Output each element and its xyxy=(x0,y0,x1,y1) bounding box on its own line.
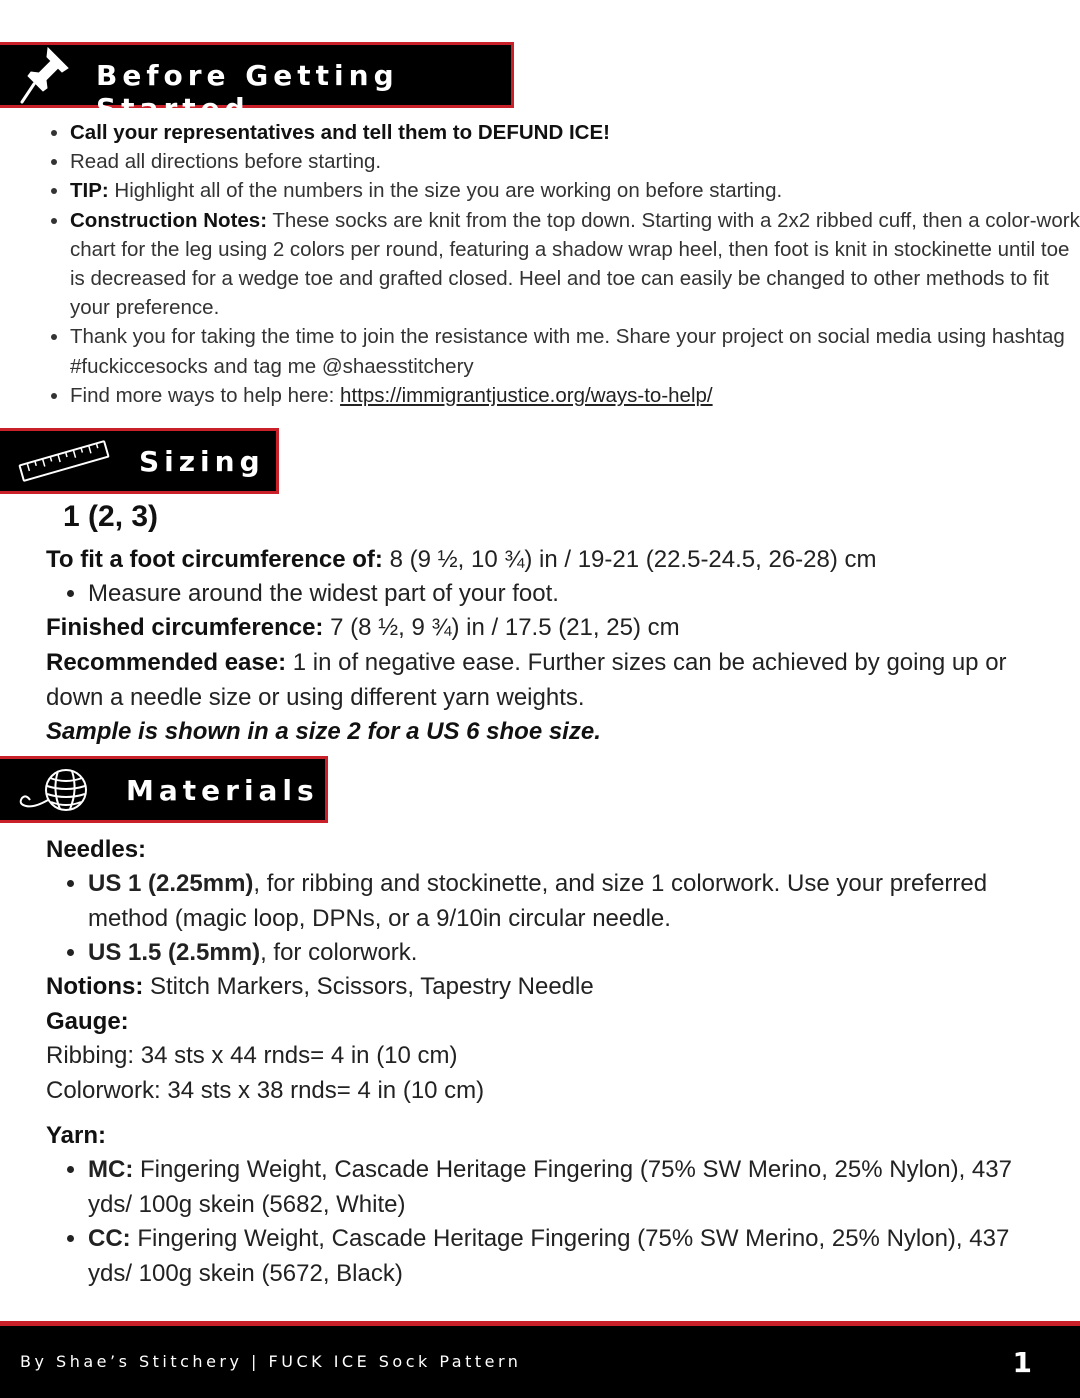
yarn-cc-text: Fingering Weight, Cascade Heritage Fingering (75% SW Merino, 25% Nylon), 437 yds/ 100g skein (5672, Black) xyxy=(88,1225,1010,1287)
gauge-ribbing: Ribbing: 34 sts x 44 rnds= 4 in (10 cm) xyxy=(46,1042,458,1069)
needles-heading xyxy=(46,833,1046,868)
yarn-list xyxy=(58,1153,1048,1291)
yarn-ball-icon xyxy=(16,759,96,820)
needles-list xyxy=(58,867,1048,971)
gauge-label: Gauge: xyxy=(46,1008,129,1035)
ease-line xyxy=(46,646,1046,715)
list-item: • Measure around the widest part of your foot. xyxy=(88,577,1048,612)
section-title: Materials xyxy=(126,774,319,807)
gauge-colorwork: Colorwork: 34 sts x 38 rnds= 4 in (10 cm) xyxy=(46,1077,485,1104)
sizes-line: 1 (2, 3) xyxy=(63,500,159,533)
help-text: Find more ways to help here: xyxy=(70,383,341,407)
list-item xyxy=(70,176,1080,205)
fit-label: To fit a foot circumference of: xyxy=(46,546,383,573)
tip-text: Highlight all of the numbers in the size you are working on before starting. xyxy=(108,179,783,203)
sample-note xyxy=(46,715,1046,750)
tip-label: TIP: xyxy=(70,179,109,203)
list-item: • Thank you for taking the time to join the resistance with me. Share your project on social media using hashtag #fuckiccesocks and tag me @shaesstitchery xyxy=(70,322,1080,380)
fit-value: 8 (9 ½, 10 ¾) in / 19-21 (22.5-24.5, 26-28) cm xyxy=(382,546,877,573)
construction-label: Construction Notes: xyxy=(70,208,268,232)
list-item xyxy=(70,118,1080,147)
section-banner-sizing xyxy=(0,428,279,494)
list-item xyxy=(88,867,1048,936)
section-banner-before xyxy=(0,42,514,125)
yarn-heading xyxy=(46,1119,1046,1154)
finished-value: 7 (8 ½, 9 ¾) in / 17.5 (21, 25) cm xyxy=(323,614,680,641)
construction-text: These socks are knit from the top down. Starting with a 2x2 ribbed cuff, then a color-work chart for the leg using 2 colors per round, featuring a shadow wrap heel, then foot is knit in stockinette until toe is decreased for a wedge toe and grafted closed. Heel and toe can easily be changed to other methods to fit your preference. xyxy=(70,208,1080,320)
finished-line xyxy=(46,611,1046,646)
measure-list xyxy=(58,577,1048,612)
needle-size: US 1.5 (2.5mm) xyxy=(88,939,261,966)
help-link[interactable]: https://immigrantjustice.org/ways-to-help/ xyxy=(340,383,713,407)
yarn-mc-label: MC: xyxy=(88,1156,134,1183)
notions-label: Notions: xyxy=(46,973,144,1000)
notions-value: Stitch Markers, Scissors, Tapestry Needle xyxy=(143,973,594,1000)
needles-label: Needles: xyxy=(46,836,147,863)
ease-label: Recommended ease: xyxy=(46,649,287,676)
pushpin-icon xyxy=(16,45,76,105)
section-banner-materials xyxy=(0,756,328,823)
ease-value: 1 in of negative ease. Further sizes can be achieved by going up or down a needle size or using different yarn weights. xyxy=(46,649,1007,711)
needle-size: US 1 (2.25mm) xyxy=(88,870,254,897)
needle-desc: , for ribbing and stockinette, and size 1 colorwork. Use your preferred method (magic loop, DPNs, or a 9/10in circular needle. xyxy=(88,870,988,932)
footer xyxy=(0,1326,1080,1398)
yarn-label: Yarn: xyxy=(46,1122,107,1149)
bold-text: Call your representatives and tell them to DEFUND ICE! xyxy=(70,121,610,144)
section-title: Before Getting Started xyxy=(96,59,399,125)
list-item: • Read all directions before starting. xyxy=(70,147,1080,176)
list-item xyxy=(88,1222,1048,1291)
gauge-heading xyxy=(46,1005,1046,1040)
page-number: 1 xyxy=(1012,1346,1032,1379)
before-bullet-list xyxy=(40,118,1080,410)
notions-line xyxy=(46,970,1046,1005)
ruler-icon xyxy=(16,431,112,491)
list-item xyxy=(70,381,1080,410)
needle-desc: , for colorwork. xyxy=(260,939,418,966)
section-title: Sizing xyxy=(139,445,265,478)
list-item xyxy=(70,206,1080,323)
yarn-cc-label: CC: xyxy=(88,1225,131,1252)
list-item xyxy=(88,1153,1048,1222)
fit-line xyxy=(46,543,1046,578)
finished-label: Finished circumference: xyxy=(46,614,324,641)
footer-credit: By Shae’s Stitchery | FUCK ICE Sock Pattern xyxy=(20,1352,522,1371)
yarn-mc-text: Fingering Weight, Cascade Heritage Fingering (75% SW Merino, 25% Nylon), 437 yds/ 100g skein (5682, White) xyxy=(88,1156,1012,1218)
list-item xyxy=(88,936,1048,971)
sample-note-text: Sample is shown in a size 2 for a US 6 shoe size. xyxy=(46,718,601,745)
